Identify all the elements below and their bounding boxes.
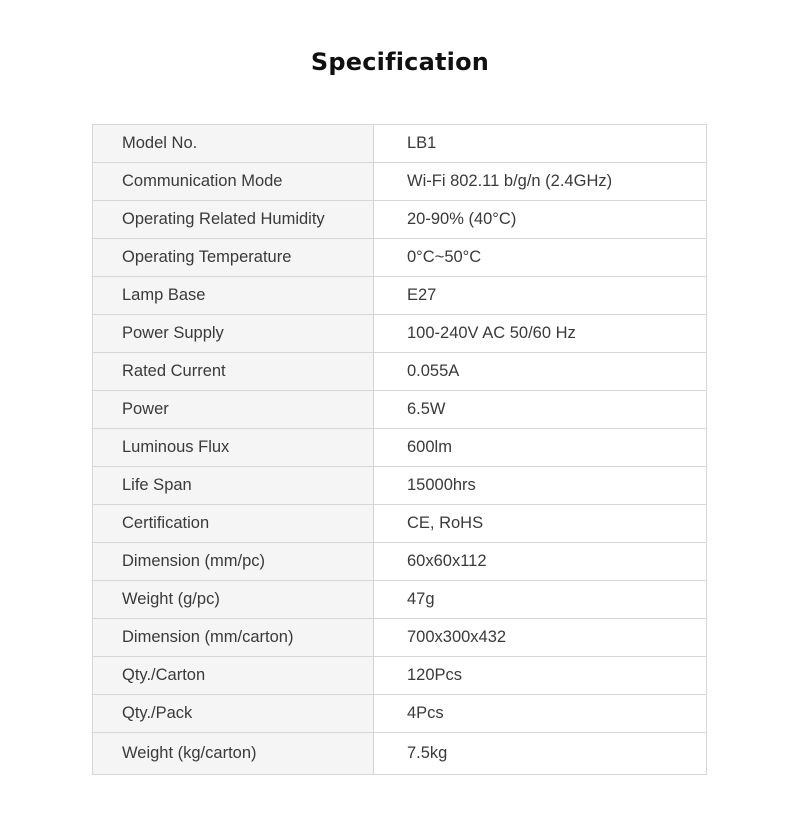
spec-label-rated-current: Rated Current <box>93 353 374 391</box>
table-row <box>93 505 707 543</box>
spec-value-certification: CE, RoHS <box>374 505 707 543</box>
spec-value-weight-carton: 7.5kg <box>374 733 707 775</box>
spec-label-lamp-base: Lamp Base <box>93 277 374 315</box>
table-row <box>93 429 707 467</box>
table-row <box>93 239 707 277</box>
table-row <box>93 619 707 657</box>
spec-label-power-supply: Power Supply <box>93 315 374 353</box>
spec-value-operating-temperature: 0°C~50°C <box>374 239 707 277</box>
spec-label-qty-carton: Qty./Carton <box>93 657 374 695</box>
spec-label-qty-pack: Qty./Pack <box>93 695 374 733</box>
table-row <box>93 201 707 239</box>
spec-label-weight-carton: Weight (kg/carton) <box>93 733 374 775</box>
spec-value-lamp-base: E27 <box>374 277 707 315</box>
spec-value-life-span: 15000hrs <box>374 467 707 505</box>
spec-value-operating-humidity: 20-90% (40°C) <box>374 201 707 239</box>
table-row <box>93 277 707 315</box>
table-row <box>93 695 707 733</box>
table-row <box>93 543 707 581</box>
specification-table <box>92 124 707 775</box>
table-row <box>93 353 707 391</box>
page-title: Specification <box>310 48 490 76</box>
table-row <box>93 467 707 505</box>
table-row <box>93 657 707 695</box>
table-row <box>93 581 707 619</box>
spec-label-communication-mode: Communication Mode <box>93 163 374 201</box>
spec-value-weight-pc: 47g <box>374 581 707 619</box>
spec-value-qty-carton: 120Pcs <box>374 657 707 695</box>
spec-value-dimension-carton: 700x300x432 <box>374 619 707 657</box>
spec-value-communication-mode: Wi-Fi 802.11 b/g/n (2.4GHz) <box>374 163 707 201</box>
spec-label-power: Power <box>93 391 374 429</box>
table-row <box>93 315 707 353</box>
table-row <box>93 163 707 201</box>
spec-label-model-no: Model No. <box>93 125 374 163</box>
spec-value-qty-pack: 4Pcs <box>374 695 707 733</box>
spec-value-rated-current: 0.055A <box>374 353 707 391</box>
spec-label-luminous-flux: Luminous Flux <box>93 429 374 467</box>
spec-label-dimension-carton: Dimension (mm/carton) <box>93 619 374 657</box>
spec-label-certification: Certification <box>93 505 374 543</box>
table-row <box>93 125 707 163</box>
spec-value-power-supply: 100-240V AC 50/60 Hz <box>374 315 707 353</box>
spec-value-dimension-pc: 60x60x112 <box>374 543 707 581</box>
spec-value-power: 6.5W <box>374 391 707 429</box>
spec-label-operating-humidity: Operating Related Humidity <box>93 201 374 239</box>
spec-value-luminous-flux: 600lm <box>374 429 707 467</box>
spec-value-model-no: LB1 <box>374 125 707 163</box>
table-row <box>93 391 707 429</box>
spec-label-dimension-pc: Dimension (mm/pc) <box>93 543 374 581</box>
spec-label-life-span: Life Span <box>93 467 374 505</box>
spec-label-operating-temperature: Operating Temperature <box>93 239 374 277</box>
spec-label-weight-pc: Weight (g/pc) <box>93 581 374 619</box>
table-row <box>93 733 707 775</box>
